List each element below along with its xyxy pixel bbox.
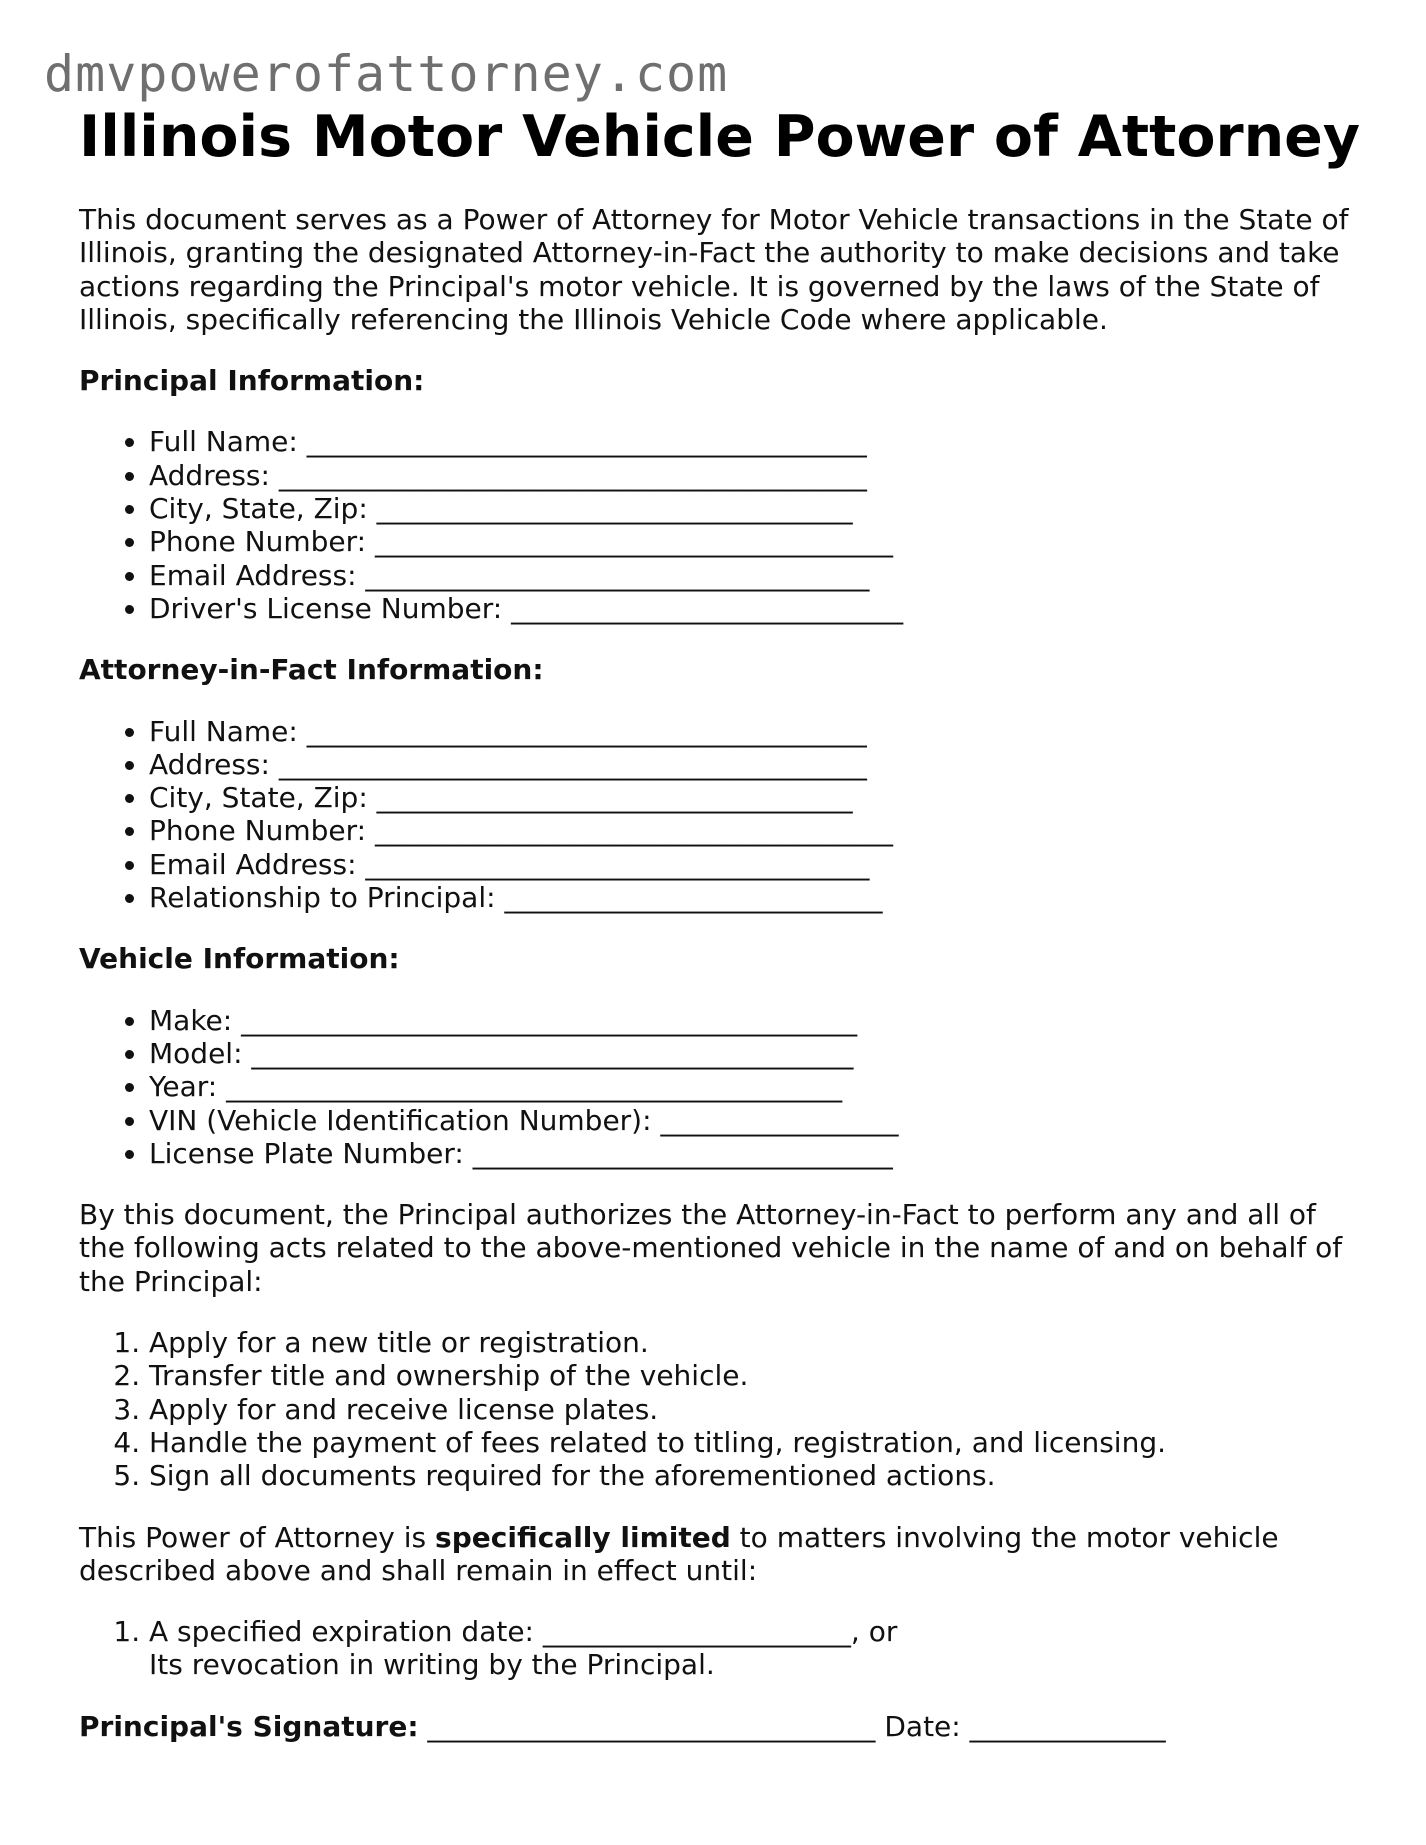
authorized-acts-list — [79, 1326, 1359, 1492]
principal-info-list — [79, 425, 1359, 625]
principal-phone-field[interactable]: • Phone Number: _____________________________________ — [149, 525, 1359, 558]
signature-date-field[interactable]: Date: ______________ — [884, 1709, 1166, 1743]
vehicle-year-field[interactable]: • Year: ____________________________________________ — [149, 1070, 1359, 1103]
expiration-date-field[interactable]: 1. A specified expiration date: ______________________, or — [149, 1615, 1359, 1648]
attorney-info-list — [79, 715, 1359, 915]
vehicle-plate-field[interactable]: • License Plate Number: ______________________________ — [149, 1137, 1359, 1170]
attorney-relationship-field[interactable]: • Relationship to Principal: ___________________________ — [149, 881, 1359, 914]
principal-full-name-field[interactable]: • Full Name: ________________________________________ — [149, 425, 1359, 458]
limitation-emphasis: specifically limited — [435, 1520, 731, 1554]
attorney-info-heading: Attorney-in-Fact Information: — [79, 653, 544, 687]
vehicle-model-field[interactable]: • Model: ___________________________________________ — [149, 1037, 1359, 1070]
vehicle-info-heading: Vehicle Information: — [79, 942, 400, 976]
limitation-text-after: to matters involving the motor vehicle described above and shall remain in effect until: — [79, 1520, 1279, 1587]
act-item: 3. Apply for and receive license plates. — [149, 1393, 1359, 1426]
attorney-address-field[interactable]: • Address: __________________________________________ — [149, 748, 1359, 781]
act-item: 2. Transfer title and ownership of the vehicle. — [149, 1359, 1359, 1392]
revocation-item: Its revocation in writing by the Principal. — [149, 1648, 715, 1682]
signature-label: Principal's Signature: — [79, 1709, 419, 1743]
document-title: Illinois Motor Vehicle Power of Attorney — [79, 104, 1360, 170]
act-item: 1. Apply for a new title or registration. — [149, 1326, 1359, 1359]
principal-license-field[interactable]: • Driver's License Number: ____________________________ — [149, 592, 1359, 625]
authorization-paragraph: By this document, the Principal authorizes the Attorney-in-Fact to perform any and all of the following acts related to the above-mentioned vehicle in the name of and on behalf of the Principal: — [79, 1198, 1343, 1298]
attorney-email-field[interactable]: • Email Address: ____________________________________ — [149, 848, 1359, 881]
duration-list — [79, 1615, 1359, 1682]
limitation-text-before: This Power of Attorney is — [79, 1520, 436, 1554]
signature-line — [79, 1710, 1359, 1743]
principal-email-field[interactable]: • Email Address: ____________________________________ — [149, 559, 1359, 592]
act-item: 4. Handle the payment of fees related to titling, registration, and licensing. — [149, 1426, 1359, 1459]
principal-city-state-zip-field[interactable]: • City, State, Zip: __________________________________ — [149, 492, 1359, 525]
vehicle-vin-field[interactable]: • VIN (Vehicle Identification Number): _________________ — [149, 1104, 1359, 1137]
vehicle-make-field[interactable]: • Make: ____________________________________________ — [149, 1004, 1359, 1037]
vehicle-info-list — [79, 1004, 1359, 1170]
principal-address-field[interactable]: • Address: __________________________________________ — [149, 459, 1359, 492]
attorney-phone-field[interactable]: • Phone Number: _____________________________________ — [149, 814, 1359, 847]
act-item: 5. Sign all documents required for the aforementioned actions. — [149, 1459, 1359, 1492]
intro-paragraph: This document serves as a Power of Attorney for Motor Vehicle transactions in the State of Illinois, granting the designated Attorney-in-Fact the authority to make decisions and take actions regarding the Principal's motor vehicle. It is governed by the laws of the State of Illinois, specifically referencing the Illinois Vehicle Code where applicable. — [79, 203, 1349, 336]
document-page — [79, 100, 1359, 1743]
principal-info-heading: Principal Information: — [79, 364, 425, 398]
signature-field[interactable]: ________________________________ — [418, 1709, 885, 1743]
limitation-paragraph — [79, 1521, 1359, 1588]
site-watermark: dmvpowerofattorney.com — [44, 45, 729, 103]
attorney-city-state-zip-field[interactable]: • City, State, Zip: __________________________________ — [149, 781, 1359, 814]
attorney-full-name-field[interactable]: • Full Name: ________________________________________ — [149, 715, 1359, 748]
